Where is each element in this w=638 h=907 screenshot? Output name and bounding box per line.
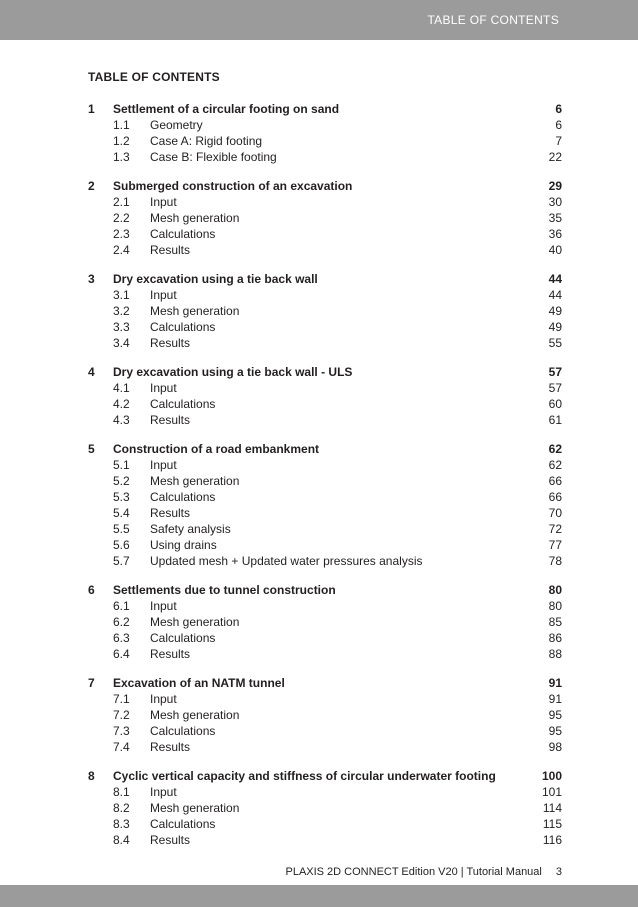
subsection-number: 1.1	[113, 118, 130, 132]
subsection-title: Results	[150, 740, 191, 754]
subsection-title: Mesh generation	[150, 615, 240, 629]
subsection-number: 3.4	[113, 336, 130, 350]
toc-entry-subsection[interactable]	[88, 800, 562, 816]
subsection-title: Case B: Flexible footing	[150, 150, 277, 164]
subsection-number: 2.1	[113, 195, 130, 209]
toc-entry-subsection[interactable]	[88, 380, 562, 396]
toc-entry-subsection[interactable]	[88, 832, 562, 848]
toc-entry-subsection[interactable]	[88, 303, 562, 319]
subsection-title: Calculations	[150, 631, 216, 645]
subsection-number: 5.1	[113, 458, 130, 472]
chapter-number: 6	[88, 583, 95, 597]
subsection-number: 8.3	[113, 817, 130, 831]
subsection-title: Mesh generation	[150, 474, 240, 488]
subsection-title: Calculations	[150, 397, 216, 411]
chapter-number: 8	[88, 769, 95, 783]
subsection-number: 5.7	[113, 554, 130, 568]
subsection-title: Calculations	[150, 320, 216, 334]
toc-section	[88, 271, 562, 351]
subsection-title: Input	[150, 195, 177, 209]
subsection-title: Input	[150, 785, 177, 799]
toc-entry-subsection[interactable]	[88, 723, 562, 739]
subsection-title: Mesh generation	[150, 708, 240, 722]
subsection-number: 3.1	[113, 288, 130, 302]
toc-section	[88, 178, 562, 258]
toc-section	[88, 582, 562, 662]
subsection-number: 6.1	[113, 599, 130, 613]
subsection-page: 6	[555, 118, 562, 132]
chapter-title: Dry excavation using a tie back wall - ULS	[113, 365, 353, 379]
header-band	[0, 0, 638, 40]
subsection-page: 70	[548, 506, 562, 520]
subsection-number: 5.6	[113, 538, 130, 552]
chapter-title: Cyclic vertical capacity and stiffness of circular underwater footing	[113, 769, 496, 783]
subsection-page: 114	[542, 801, 562, 815]
subsection-title: Results	[150, 336, 191, 350]
subsection-title: Input	[150, 288, 177, 302]
chapter-title: Settlement of a circular footing on sand	[113, 102, 340, 116]
subsection-number: 3.3	[113, 320, 130, 334]
chapter-title: Submerged construction of an excavation	[113, 179, 353, 193]
subsection-page: 95	[548, 708, 562, 722]
chapter-title: Dry excavation using a tie back wall	[113, 272, 318, 286]
subsection-title: Mesh generation	[150, 211, 240, 225]
subsection-page: 57	[548, 381, 562, 395]
subsection-title: Input	[150, 692, 177, 706]
subsection-page: 88	[548, 647, 562, 661]
subsection-title: Results	[150, 506, 191, 520]
subsection-page: 49	[548, 304, 562, 318]
subsection-title: Input	[150, 381, 177, 395]
running-header-title: TABLE OF CONTENTS	[427, 13, 559, 27]
subsection-number: 2.3	[113, 227, 130, 241]
toc-section	[88, 768, 562, 848]
subsection-page: 98	[548, 740, 562, 754]
subsection-title: Input	[150, 599, 177, 613]
toc-heading: TABLE OF CONTENTS	[88, 70, 220, 84]
subsection-page: 85	[548, 615, 562, 629]
toc-entry-subsection[interactable]	[88, 210, 562, 226]
subsection-page: 61	[548, 413, 562, 427]
toc-entry-chapter[interactable]	[88, 178, 562, 194]
subsection-title: Input	[150, 458, 177, 472]
footer-title: PLAXIS 2D CONNECT Edition V20 | Tutorial Manual	[285, 866, 542, 878]
subsection-page: 35	[548, 211, 562, 225]
subsection-number: 7.1	[113, 692, 130, 706]
toc-entry-subsection[interactable]	[88, 133, 562, 149]
toc-entry-chapter[interactable]	[88, 582, 562, 598]
chapter-title: Construction of a road embankment	[113, 442, 320, 456]
subsection-number: 5.2	[113, 474, 130, 488]
toc-entry-subsection[interactable]	[88, 691, 562, 707]
toc-entry-subsection[interactable]	[88, 707, 562, 723]
subsection-page: 22	[548, 150, 562, 164]
toc-entry-subsection[interactable]	[88, 194, 562, 210]
toc-entry-subsection[interactable]	[88, 521, 562, 537]
toc-entry-chapter[interactable]	[88, 101, 562, 117]
subsection-page: 60	[548, 397, 562, 411]
subsection-number: 8.4	[113, 833, 130, 847]
chapter-page: 29	[548, 179, 562, 193]
toc-section	[88, 675, 562, 755]
subsection-page: 86	[548, 631, 562, 645]
page-footer	[0, 866, 562, 878]
toc-entry-subsection[interactable]	[88, 335, 562, 351]
toc-entry-chapter[interactable]	[88, 675, 562, 691]
toc-entry-subsection[interactable]	[88, 242, 562, 258]
toc-entry-subsection[interactable]	[88, 505, 562, 521]
subsection-page: 49	[548, 320, 562, 334]
toc-entry-subsection[interactable]	[88, 646, 562, 662]
chapter-page: 100	[541, 769, 562, 783]
subsection-page: 66	[548, 474, 562, 488]
chapter-number: 4	[88, 365, 95, 379]
subsection-page: 30	[548, 195, 562, 209]
subsection-title: Results	[150, 833, 191, 847]
chapter-page: 91	[548, 676, 562, 690]
subsection-page: 101	[541, 785, 562, 799]
subsection-number: 5.3	[113, 490, 130, 504]
toc-entry-subsection[interactable]	[88, 553, 562, 569]
subsection-number: 3.2	[113, 304, 130, 318]
toc-entry-subsection[interactable]	[88, 614, 562, 630]
subsection-number: 1.3	[113, 150, 130, 164]
subsection-number: 4.3	[113, 413, 130, 427]
toc-entry-subsection[interactable]	[88, 457, 562, 473]
chapter-number: 7	[88, 676, 95, 690]
subsection-number: 4.1	[113, 381, 130, 395]
subsection-page: 40	[548, 243, 562, 257]
subsection-number: 6.3	[113, 631, 130, 645]
subsection-number: 7.2	[113, 708, 130, 722]
chapter-page: 80	[548, 583, 562, 597]
subsection-page: 66	[548, 490, 562, 504]
chapter-number: 5	[88, 442, 95, 456]
subsection-title: Results	[150, 243, 191, 257]
toc-entry-chapter[interactable]	[88, 768, 562, 784]
toc-entry-chapter[interactable]	[88, 364, 562, 380]
toc-entry-subsection[interactable]	[88, 412, 562, 428]
toc-section	[88, 364, 562, 428]
subsection-title: Results	[150, 413, 191, 427]
subsection-number: 2.4	[113, 243, 130, 257]
chapter-page: 6	[555, 102, 562, 116]
chapter-title: Settlements due to tunnel construction	[113, 583, 336, 597]
toc-section	[88, 101, 562, 165]
chapter-page: 44	[548, 272, 562, 286]
subsection-page: 44	[548, 288, 562, 302]
toc-entry-subsection[interactable]	[88, 739, 562, 755]
chapter-page: 57	[548, 365, 562, 379]
subsection-page: 95	[548, 724, 562, 738]
toc-entry-chapter[interactable]	[88, 441, 562, 457]
subsection-page: 36	[548, 227, 562, 241]
chapter-number: 1	[88, 102, 95, 116]
subsection-number: 2.2	[113, 211, 130, 225]
footer-band	[0, 885, 638, 907]
toc-entry-subsection[interactable]	[88, 226, 562, 242]
toc-entry-subsection[interactable]	[88, 117, 562, 133]
subsection-title: Calculations	[150, 490, 216, 504]
page-number: 3	[555, 866, 562, 878]
chapter-number: 2	[88, 179, 95, 193]
toc-entry-subsection[interactable]	[88, 784, 562, 800]
subsection-page: 78	[548, 554, 562, 568]
subsection-page: 7	[555, 134, 562, 148]
chapter-title: Excavation of an NATM tunnel	[113, 676, 285, 690]
toc-entry-subsection[interactable]	[88, 319, 562, 335]
subsection-title: Calculations	[150, 817, 216, 831]
subsection-title: Geometry	[150, 118, 203, 132]
subsection-page: 116	[542, 833, 562, 847]
subsection-number: 7.3	[113, 724, 130, 738]
chapter-page: 62	[548, 442, 562, 456]
subsection-number: 8.2	[113, 801, 130, 815]
subsection-page: 91	[548, 692, 562, 706]
subsection-number: 4.2	[113, 397, 130, 411]
subsection-page: 115	[542, 817, 562, 831]
subsection-page: 55	[548, 336, 562, 350]
subsection-title: Updated mesh + Updated water pressures analysis	[150, 554, 423, 568]
subsection-title: Calculations	[150, 724, 216, 738]
toc-entry-subsection[interactable]	[88, 489, 562, 505]
subsection-title: Results	[150, 647, 191, 661]
subsection-number: 5.5	[113, 522, 130, 536]
toc-entry-subsection[interactable]	[88, 149, 562, 165]
subsection-number: 1.2	[113, 134, 130, 148]
toc-entry-subsection[interactable]	[88, 473, 562, 489]
table-of-contents	[88, 101, 562, 861]
toc-entry-chapter[interactable]	[88, 271, 562, 287]
toc-entry-subsection[interactable]	[88, 630, 562, 646]
chapter-number: 3	[88, 272, 95, 286]
subsection-page: 77	[548, 538, 562, 552]
subsection-title: Using drains	[150, 538, 217, 552]
toc-entry-subsection[interactable]	[88, 816, 562, 832]
subsection-title: Calculations	[150, 227, 216, 241]
subsection-number: 7.4	[113, 740, 130, 754]
subsection-number: 6.2	[113, 615, 130, 629]
subsection-number: 8.1	[113, 785, 130, 799]
toc-entry-subsection[interactable]	[88, 287, 562, 303]
toc-entry-subsection[interactable]	[88, 396, 562, 412]
subsection-number: 6.4	[113, 647, 130, 661]
subsection-title: Safety analysis	[150, 522, 231, 536]
subsection-title: Mesh generation	[150, 304, 240, 318]
toc-section	[88, 441, 562, 569]
toc-entry-subsection[interactable]	[88, 537, 562, 553]
subsection-title: Case A: Rigid footing	[150, 134, 263, 148]
toc-entry-subsection[interactable]	[88, 598, 562, 614]
subsection-page: 72	[548, 522, 562, 536]
subsection-number: 5.4	[113, 506, 130, 520]
subsection-page: 62	[548, 458, 562, 472]
subsection-title: Mesh generation	[150, 801, 240, 815]
subsection-page: 80	[548, 599, 562, 613]
